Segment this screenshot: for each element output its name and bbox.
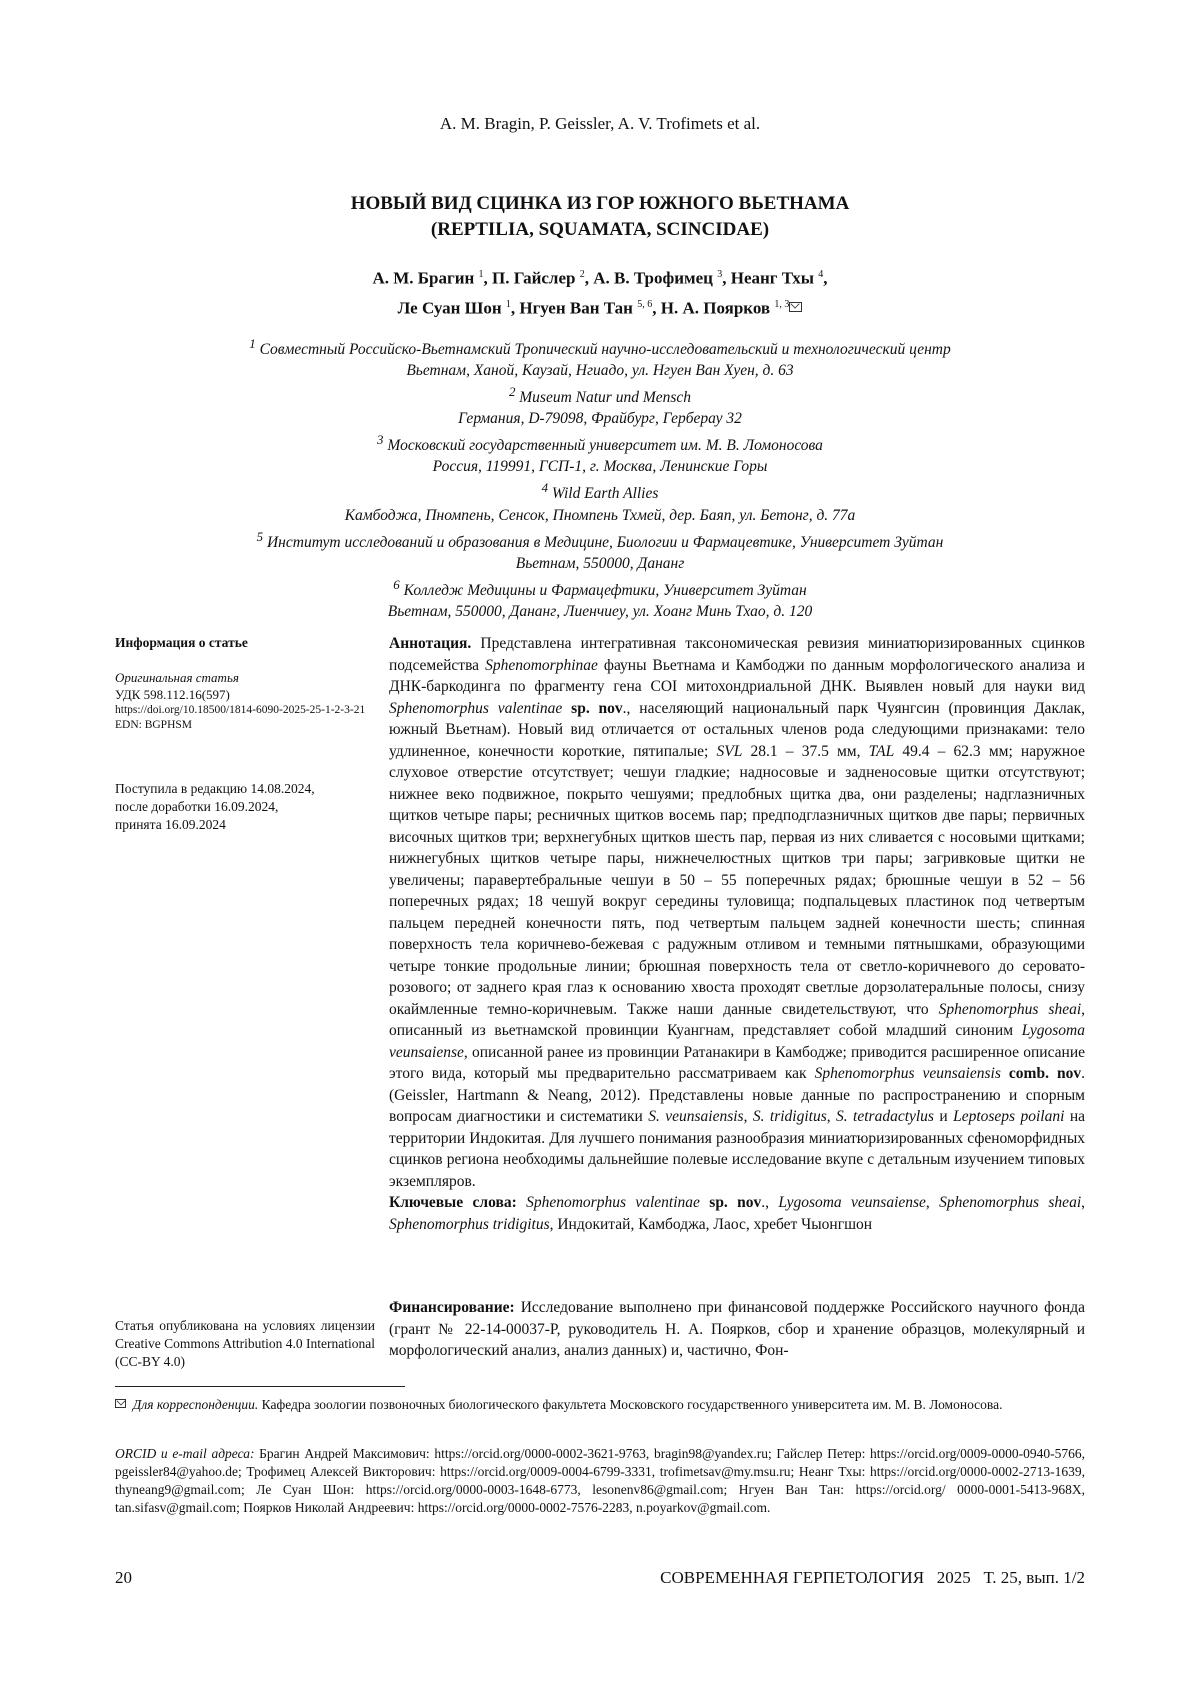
funding-label: Финансирование:: [389, 1299, 515, 1316]
funding-text: Исследование выполнено при финансовой поддержке Российского научного фонда (грант № 22-14-00037-Р, руководитель Н. А. Поярков, сбор и хранение образцов, молекулярный и морфологический анализ, анализ данных) и, частично, Фон-: [389, 1299, 1085, 1359]
abstract-text: , описанной ранее из провинции Ратанакири в Камбодже; приводится расширенное описание этого вида, который мы предварительно рассматриваем как: [389, 1043, 1085, 1082]
abstract-text: , описанный из вьетнамской провинции Куангнам, представляет собой младший синоним: [389, 1000, 1086, 1039]
abstract-text: Представлена интегративная таксономическая ревизия миниатюризированных сцинков подсемейства: [389, 635, 1085, 674]
taxon-name: Sphenomorphus sheai: [938, 1000, 1082, 1018]
author-name: Ле Суан Шон: [397, 298, 502, 318]
abstract-text: 28.1 – 37.5 мм,: [742, 742, 869, 760]
keyword: Sphenomorphus sheai: [939, 1194, 1082, 1211]
envelope-icon: [115, 1399, 126, 1408]
doi-link[interactable]: https://doi.org/10.18500/1814-6090-2025-25-1-2-3-21: [115, 704, 366, 716]
author-name: А. В. Трофимец: [593, 268, 713, 288]
taxon-name: Leptoseps poilani: [953, 1108, 1065, 1125]
affiliation-address: Вьетнам, 550000, Дананг: [515, 554, 685, 572]
abstract-text: фауны Вьетнама и Камбоджи по данным морфологического анализа и ДНК-баркодинга по фрагменту гена COI митохондриальной ДНК. Выявлен новый для науки вид: [389, 656, 1085, 695]
edn: EDN: BGPHSM: [115, 719, 193, 731]
keyword: Lygosoma veunsaiense: [778, 1194, 926, 1211]
affil-number: 1: [249, 336, 256, 351]
envelope-icon: [789, 302, 802, 312]
affiliation-name: [0, 574, 1200, 601]
abstract-text: и: [933, 1108, 954, 1125]
affiliation-name: [0, 526, 1200, 553]
author-name: А. М. Брагин: [372, 268, 475, 288]
license-note: Статья опубликована на условиях лицензии Creative Commons Attribution 4.0 International (CC-BY 4.0): [115, 1318, 375, 1369]
affil-number: 2: [508, 384, 516, 400]
author-name: Н. А. Поярков: [660, 298, 771, 318]
article-dates: [115, 780, 375, 834]
article-info-heading: Информация о статье: [115, 635, 248, 650]
abstract-paragraph: [389, 633, 1085, 1192]
affil-text: Колледж Медицины и Фармацефтики, Университет Зуйтан: [403, 581, 807, 599]
affil-text: Museum Natur und Mensch: [519, 389, 692, 407]
affil-text: Московский государственный университет им. М. В. Ломоносова: [387, 437, 823, 455]
taxon-name: S. veunsaiensis: [648, 1108, 744, 1125]
abstract-text: ,: [743, 1108, 753, 1125]
abstract-text: 49.4 – 62.3 мм; наружное слуховое отверстие отсутствует; чешуи гладкие; надносовые и задненосовые щитки отсутствуют; нижнее веко подвижное, покрыто чешуями; предлобных щитка два, они разделены; надглазничных щитков четыре пары; ресничных щитков восемь пар; предподглазничных щитков две пары; первичных височных щитков три; верхнегубных щитков шесть пар, первая из них сливается с носовыми щитками; нижнегубных щитков четыре пары, нижнечелюстных щитков три пары; загривковые щитки не увеличены; паравертебральные чешуи в 50 – 55 поперечных рядах; брюшные чешуи в 52 – 56 поперечных рядах; 18 чешуй вокруг середины туловища; подпальцевых пластинок под четвертым пальцем передней конечности пять, под четвертым пальцем задней конечности шесть; спинная поверхность тела коричнево-бежевая с радужным отливом и темными пятнышками, образующими четыре тонкие продольные линии; брюшная поверхность тела от светло-коричневого до серовато-розового; от заднего края глаз к основанию хвоста проходят светлые дорзолатеральные полосы, снизу окаймленные темно-коричневым. Также наши данные свидетельствуют, что: [389, 742, 1085, 1018]
taxon-name: Sphenomorphus veunsaiensis: [814, 1065, 1001, 1082]
affiliation-address: Германия, D-79098, Фрайбург, Герберау 32: [458, 410, 742, 428]
nomenclature-status: sp. nov: [562, 699, 623, 717]
article-title: [0, 191, 1200, 243]
taxon-name: Sphenomorphus valentinae: [389, 699, 563, 717]
keyword-status: sp. nov: [709, 1194, 762, 1211]
affiliation-name: [0, 381, 1200, 408]
affiliation-list: [0, 333, 1200, 622]
taxon-name: S. tetradactylus: [836, 1108, 934, 1125]
author-affil-ref: 4: [818, 269, 824, 280]
orcid-text[interactable]: Брагин Андрей Максимович: https://orcid.org/0000-0002-3621-9763, bragin98@yandex.ru; Гайслер Петер: https://orcid.org/0009-0000-0940-5766, pgeissler84@yahoo.de; Трофимец Алексей Викторович: https://orcid.org/0009-0004-6799-3331, trofimetsav@my.msu.ru; Неанг Тхы: https://orcid.org/0000-0002-2713-1639, thyneang9@gmail.com; Ле Суан Шон: https://orcid.org/0000-0003-1648-6773, lesonenv86@gmail.com; Нгуен Ван Тан: https://orcid.org/ 0000-0001-5413-968X, tan.sifasv@gmail.com; Поярков Николай Андреевич: https://orcid.org/0000-0002-7576-2283, n.poyarkov@gmail.com.: [115, 1446, 1086, 1515]
journal-footer: СОВРЕМЕННАЯ ГЕРПЕТОЛОГИЯ 2025 Т. 25, вып. 1/2: [660, 1568, 1085, 1587]
affil-number: 3: [377, 432, 384, 448]
received-date: Поступила в редакцию 14.08.2024,: [115, 781, 315, 796]
author-name: Неанг Тхы: [730, 268, 815, 288]
funding: [389, 1297, 1085, 1362]
affil-number: 4: [541, 480, 549, 496]
author-affil-ref: 1, 3: [774, 298, 790, 310]
nomenclature-status: comb. nov: [1000, 1065, 1082, 1082]
accepted-date: принята 16.09.2024: [115, 817, 226, 832]
abstract: [389, 633, 1085, 1235]
revised-date: после доработки 16.09.2024,: [115, 799, 279, 814]
affiliation-address: Камбоджа, Пномпень, Сенсок, Пномпень Тхмей, дер. Баяп, ул. Бетонг, д. 77а: [344, 506, 856, 524]
affil-text: Институт исследований и образования в Медицине, Биологии и Фармацевтике, Университет Зуйтан: [266, 533, 944, 551]
abstract-text: на территории Индокитая. Для лучшего понимания разнообразия миниатюризированных сфеноморфидных сцинков региона необходимы дальнейшие полевые исследование вкупе с детальным изучением типовых экземпляров.: [389, 1108, 1085, 1190]
article-type: Оригинальная статья: [115, 670, 239, 685]
orcid-label: ORCID и e-mail адреса:: [115, 1446, 255, 1461]
udk: УДК 598.112.16(597): [115, 687, 230, 702]
affiliation-address: Вьетнам, 550000, Дананг, Лиенчиеу, ул. Хоанг Минь Тхао, д. 120: [387, 602, 813, 620]
affiliation-address: Россия, 119991, ГСП-1, г. Москва, Ленинские Горы: [432, 458, 768, 476]
correspondence-text: Кафедра зоологии позвоночных биологического факультета Московского государственного университета им. М. В. Ломоносова.: [258, 1397, 1003, 1412]
author-name: Нгуен Ван Тан: [519, 298, 633, 318]
taxon-name: S. tridigitus: [752, 1108, 827, 1125]
author-affil-ref: 3: [717, 269, 723, 280]
affiliation-name: [0, 477, 1200, 504]
abstract-text: . (Geissler, Hartmann & Neang, 2012). Представлены новые данные по распространению и спорным вопросам диагностики и систематики: [389, 1065, 1085, 1125]
author-list: [0, 262, 1200, 321]
abstract-text: ,: [826, 1108, 837, 1125]
taxon-name: Sphenomorphinae: [485, 656, 598, 674]
measure-label: TAL: [868, 742, 895, 760]
affiliation-address: Вьетнам, Ханой, Каузай, Нгиадо, ул. Нгуен Ван Хуен, д. 63: [406, 362, 794, 380]
orcid-footnote: [115, 1445, 1085, 1517]
affil-text: Wild Earth Allies: [551, 485, 659, 503]
keyword: Sphenomorphus valentinae: [526, 1194, 700, 1211]
taxon-name: Lygosoma veunsaiense: [389, 1022, 1085, 1061]
author-affil-ref: 1: [505, 298, 511, 310]
article-info: [115, 634, 375, 733]
page-number: 20: [115, 1568, 132, 1587]
author-name: П. Гайслер: [492, 268, 576, 288]
title-line-2: (REPTILIA, SQUAMATA, SCINCIDAE): [430, 219, 770, 240]
affil-text: Совместный Российско-Вьетнамский Тропический научно-исследовательский и технологический центр: [259, 341, 951, 359]
affiliation-name: [0, 429, 1200, 456]
running-head: A. M. Bragin, P. Geissler, A. V. Trofimets et al.: [439, 114, 761, 133]
author-affil-ref: 1: [478, 269, 484, 280]
author-line-2: Ле Суан Шон $^1$, Нгуен Ван Тан $^{5, 6}$, Н. А. Поярков $^{1, 3}$: [0, 292, 1200, 322]
author-affil-ref: 5, 6: [637, 298, 653, 310]
affiliation-name: [0, 333, 1200, 360]
author-affil-ref: 2: [579, 269, 585, 280]
affil-number: 5: [256, 528, 264, 544]
footnote-divider: [115, 1386, 405, 1387]
measure-label: SVL: [716, 742, 743, 760]
keyword-list: , Индокитай, Камбоджа, Лаос, хребет Чыонгшон: [549, 1215, 873, 1233]
keyword: Sphenomorphus tridigitus: [389, 1215, 550, 1233]
author-line-1: А. М. Брагин $^1$, П. Гайслер $^2$, А. В. Трофимец $^3$, Неанг Тхы $^4$,: [372, 268, 828, 288]
abstract-label: Аннотация.: [389, 635, 472, 652]
keywords-label: Ключевые слова:: [389, 1194, 517, 1211]
abstract-text: ., населяющий национальный парк Чуянгсин (провинция Даклак, южный Вьетнам). Новый вид отличается от остальных членов рода следующими признаками: тело удлиненное, конечности короткие, пятипалые;: [389, 699, 1085, 760]
title-line-1: НОВЫЙ ВИД СЦИНКА ИЗ ГОР ЮЖНОГО ВЬЕТНАМА: [350, 193, 850, 214]
affil-number: 6: [393, 576, 400, 592]
correspondence-label: Для корреспонденции.: [132, 1397, 259, 1412]
correspondence-footnote: [115, 1396, 1085, 1414]
keywords: Ключевые слова: Sphenomorphus valentinae sp. nov., Lygosoma veunsaiense, Sphenomorphus sheai, Sphenomorphus tridigitus, Индокитай, Камбоджа, Лаос, хребет Чыонгшон: [389, 1194, 1085, 1233]
